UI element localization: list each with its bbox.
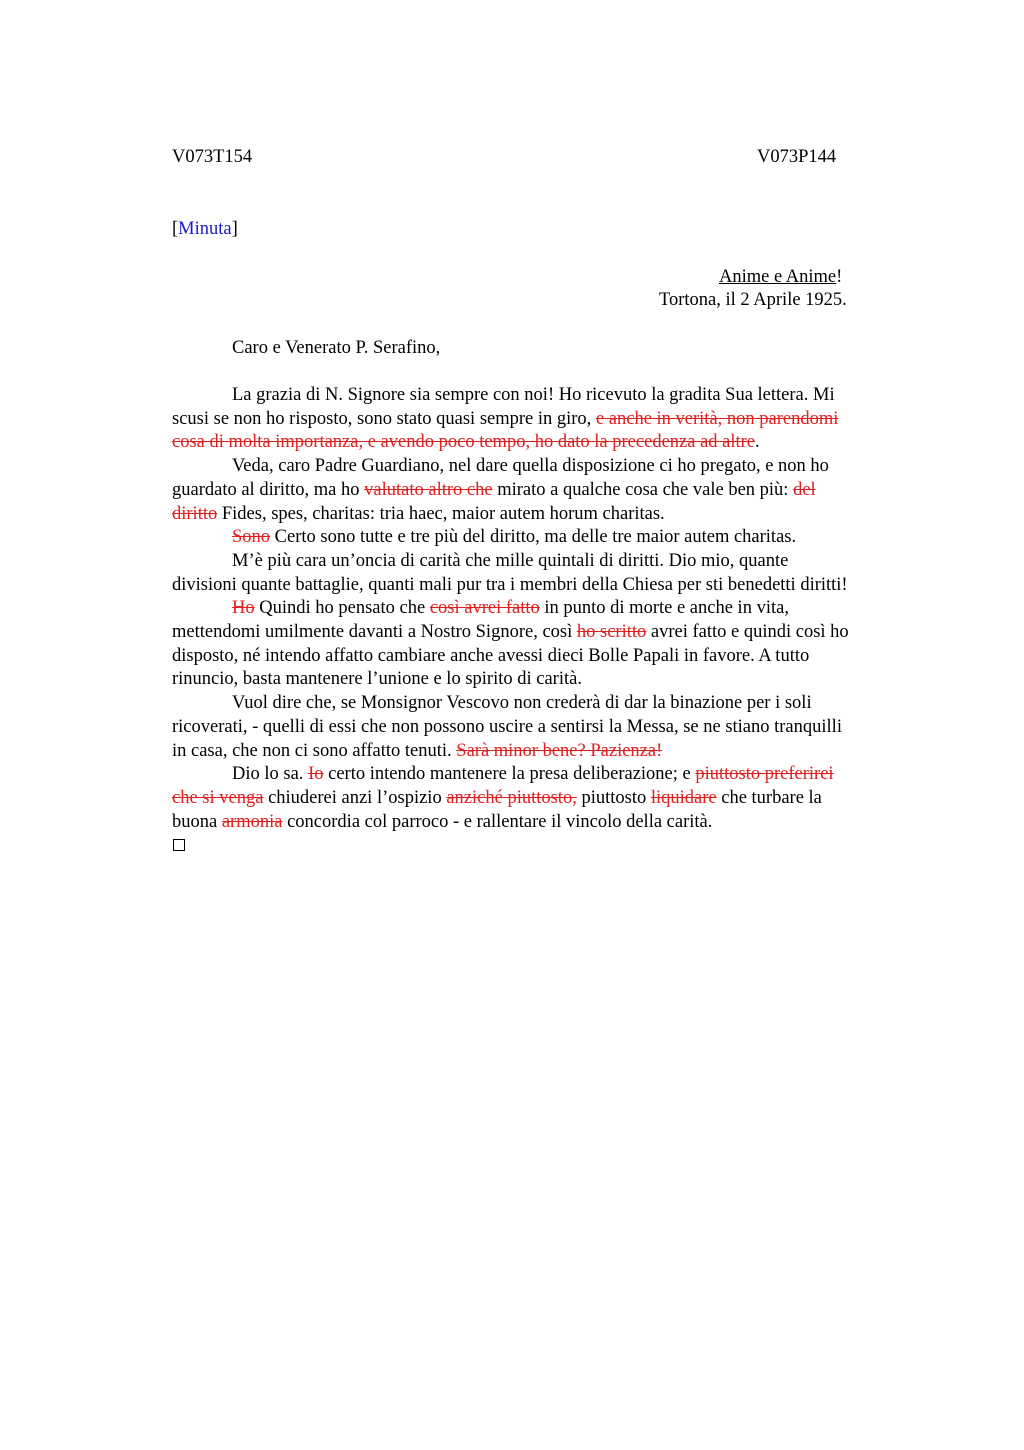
minuta-label: [Minuta]	[172, 219, 238, 239]
end-marker-box	[173, 839, 185, 851]
paragraph: Veda, caro Padre Guardiano, nel dare quella disposizione ci ho pregato, e non ho	[232, 456, 829, 477]
motto: Anime e Anime!	[719, 267, 843, 287]
document-code-right: V073P144	[757, 147, 837, 167]
place-date: Tortona, il 2 Aprile 1925.	[659, 290, 847, 310]
letter-body: La grazia di N. Signore sia sempre con noi! Ho ricevuto la gradita Sua lettera. Mi scusi se non ho risposto, sono stato quasi sempre in giro, e anche in verità, non parendomi cosa di molta importanza, e avendo poco tempo, ho dato la precedenza ad altre. Veda, caro Padre Guardiano, nel dare quella disposizione ci ho pregato, e non ho guardato al diritto, ma ho valutato altro che mirato a qualche cosa che vale ben più: del diritto Fides, spes, charitas: tria haec, maior autem horum charitas. Sono Certo sono tutte e tre più del diritto, ma delle tre maior autem charitas. M’è più cara un’oncia di carità che mille quintali di diritti. Dio mio, quante divisioni quante battaglie, quanti mali pur tra i membri della Chiesa per sti benedetti diritti! Ho Quindi ho pensato che così avrei fatto in punto di morte e anche in vita, mettendomi umilmente davanti a Nostro Signore, così ho scritto avrei fatto e quindi così ho disposto, né intendo affatto cambiare anche avessi dieci Bolle Papali in favore. A tutto rinuncio, basta mantenere l’unione e lo spirito di carità. Vuol dire che, se Monsignor Vescovo non crederà di dar la binazione per i soli ricoverati, - quelli di essi che non possono uscire a sentirsi la Messa, se ne stiano tranquilli in casa, che non ci sono affatto tenuti. Sarà minor bene? Pazienza! Dio lo sa. Io certo intendo mantenere la presa deliberazione; e piuttosto preferirei che si venga chiuderei anzi l’ospizio anziché piuttosto, piuttosto liquidare che turbare la buona armonia concordia col parroco - e rallentare il vincolo della carità.	[172, 384, 928, 834]
paragraph: Vuol dire che, se Monsignor Vescovo non crederà di dar la binazione per i soli	[232, 693, 812, 714]
paragraph: Sono Certo sono tutte e tre più del diritto, ma delle tre maior autem charitas.	[232, 527, 797, 548]
salutation: Caro e Venerato P. Serafino,	[232, 338, 441, 358]
paragraph: Dio lo sa. Io certo intendo mantenere la presa deliberazione; e piuttosto preferirei	[232, 764, 834, 785]
paragraph: Ho Quindi ho pensato che così avrei fatto in punto di morte e anche in vita,	[232, 598, 789, 619]
paragraph: M’è più cara un’oncia di carità che mille quintali di diritti. Dio mio, quante	[232, 550, 789, 571]
document-code-left: V073T154	[172, 147, 253, 167]
paragraph: La grazia di N. Signore sia sempre con noi! Ho ricevuto la gradita Sua lettera. Mi	[232, 385, 835, 405]
